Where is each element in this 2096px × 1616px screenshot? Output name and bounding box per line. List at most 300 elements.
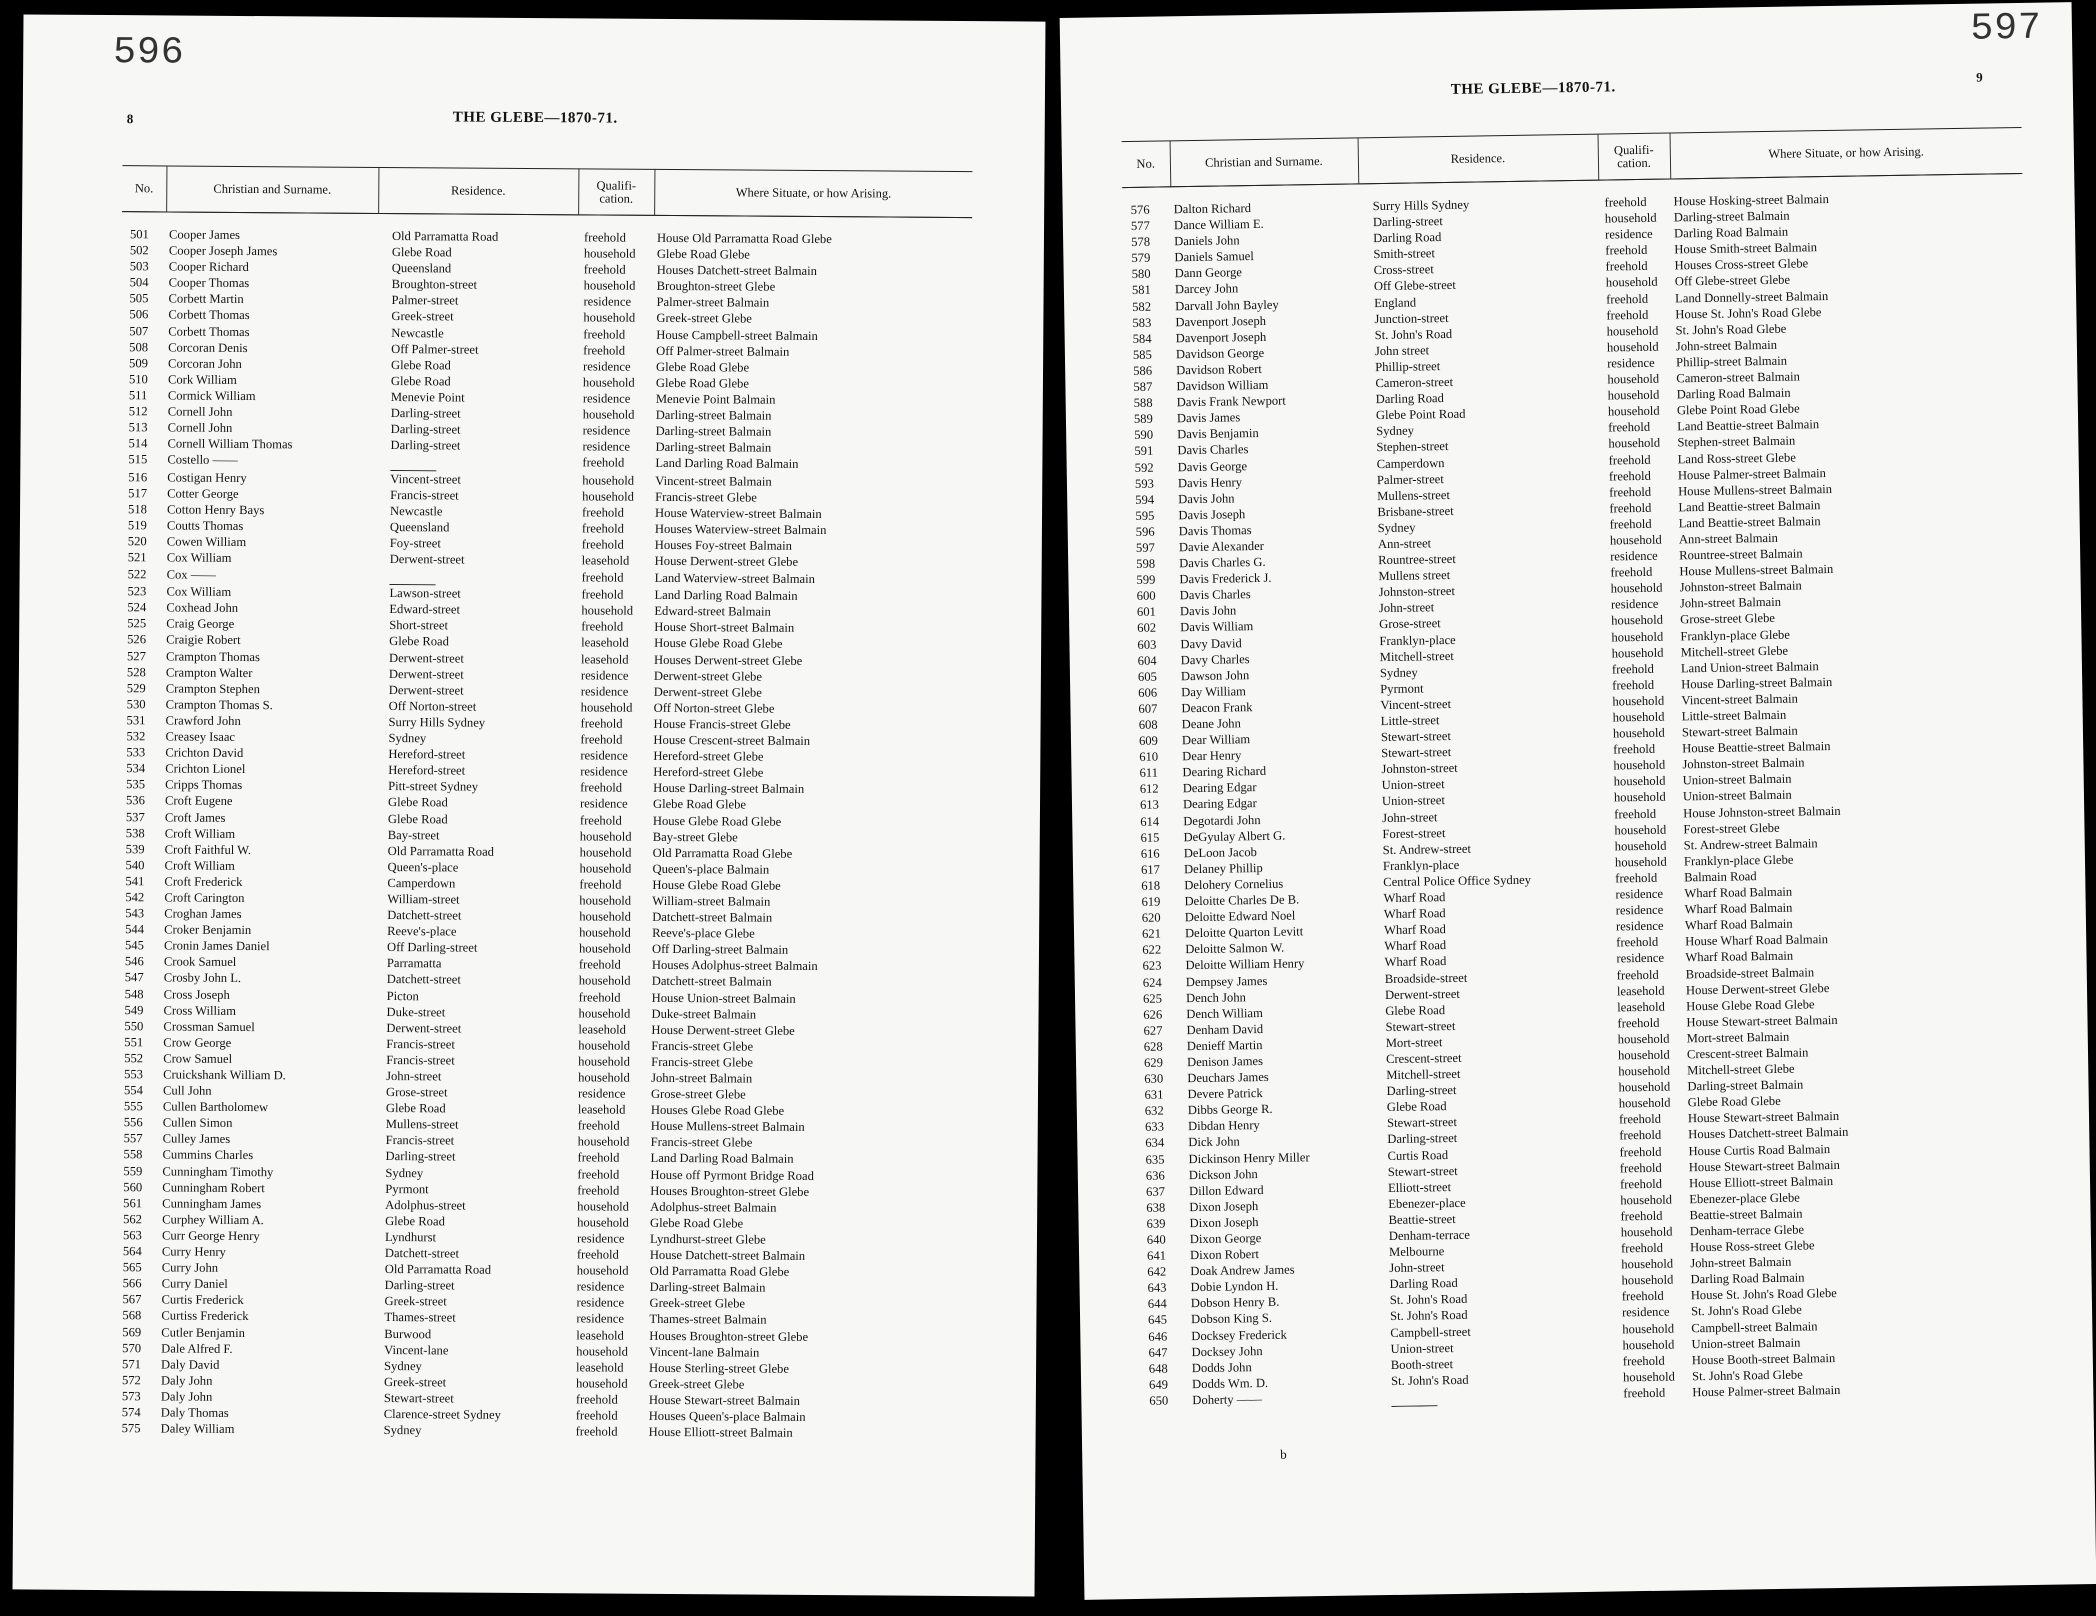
entry-no: 529: [126, 680, 146, 696]
entry-no: 515: [128, 452, 148, 467]
entry-no: 599: [1136, 572, 1156, 588]
entry-qualification: household: [1612, 693, 1665, 709]
entry-qualification: household: [578, 1005, 631, 1021]
entry-where: Derwent-street Glebe: [653, 668, 763, 684]
entry-name: Cronin James Daniel: [163, 938, 270, 954]
entry-qualification: household: [579, 909, 632, 924]
entry-residence: Thames-street: [384, 1310, 456, 1325]
entry-qualification: freehold: [581, 537, 624, 552]
entry-no: 509: [129, 355, 149, 371]
entry-residence: Stewart-street: [1387, 1163, 1458, 1179]
entry-where: Houses Cross-street Glebe: [1674, 256, 1809, 273]
entry-where: Land Union-street Balmain: [1680, 658, 1819, 676]
entry-qualification: household: [1622, 1321, 1675, 1336]
entry-name: Crampton Thomas S.: [165, 697, 273, 713]
entry-residence: England: [1374, 295, 1417, 310]
entry-residence: Denham-terrace: [1388, 1227, 1471, 1244]
entry-qualification: household: [1614, 822, 1667, 838]
entry-no: 555: [123, 1099, 143, 1114]
entry-qualification: household: [1614, 838, 1667, 854]
entry-where: St. John's Road Glebe: [1675, 321, 1787, 338]
entry-qualification: household: [1607, 387, 1660, 403]
entry-where: Lyndhurst-street Glebe: [649, 1231, 766, 1247]
entry-no: 552: [124, 1051, 144, 1066]
entry-no: 564: [122, 1244, 142, 1259]
entry-no: 537: [125, 809, 145, 824]
entry-where: Wharf Road Balmain: [1684, 884, 1793, 901]
entry-name: Denieff Martin: [1186, 1037, 1263, 1054]
entry-name: Croghan James: [164, 906, 242, 922]
entry-qualification: freehold: [581, 569, 624, 585]
entry-name: Dixon Joseph: [1189, 1214, 1259, 1231]
entry-qualification: household: [576, 1263, 629, 1278]
entry-residence: Mitchell-street: [1386, 1066, 1461, 1083]
entry-name: Dear William: [1181, 732, 1251, 748]
entry-qualification: freehold: [583, 343, 626, 358]
entry-no: 595: [1135, 508, 1155, 523]
entry-where: House Short-street Balmain: [654, 620, 795, 636]
entry-no: 568: [122, 1308, 142, 1323]
entry-qualification: household: [582, 375, 635, 390]
entry-qualification: residence: [580, 668, 629, 683]
entry-name: Dodds Wm. D.: [1191, 1375, 1269, 1391]
entry-residence: Booth-street: [1390, 1356, 1454, 1372]
entry-name: Deloitte Salmon W.: [1185, 940, 1285, 957]
entry-residence: Broadside-street: [1384, 970, 1468, 986]
entry-where: Hereford-street Glebe: [653, 748, 764, 764]
entry-name: Corcoran Denis: [168, 340, 248, 355]
entry-name: Cruickshank William D.: [163, 1067, 286, 1083]
entry-residence: Camperdown: [387, 875, 456, 891]
page-number: 9: [1976, 69, 1983, 85]
entry-no: 642: [1147, 1264, 1167, 1280]
entry-residence: Elliott-street: [1387, 1179, 1452, 1195]
entry-residence: Edward-street: [389, 602, 461, 617]
entry-name: Curry Daniel: [161, 1276, 228, 1292]
entry-where: House Beattie-street Balmain: [1682, 739, 1831, 756]
entry-no: 580: [1131, 267, 1151, 282]
entry-qualification: residence: [1621, 1305, 1670, 1320]
entry-qualification: residence: [1615, 902, 1664, 918]
entry-qualification: household: [1614, 854, 1667, 870]
entry-where: Land Beattie-street Balmain: [1678, 514, 1821, 531]
entry-residence: Pyrmont: [1380, 681, 1424, 696]
entry-where: Denham-terrace Glebe: [1689, 1222, 1805, 1239]
entry-no: 575: [121, 1421, 141, 1436]
electoral-roll-table: [1122, 127, 2042, 1411]
entry-where: Mitchell-street Glebe: [1687, 1061, 1795, 1078]
entry-no: 549: [124, 1002, 144, 1017]
entry-no: 602: [1137, 621, 1157, 636]
entry-where: Land Darling Road Balmain: [655, 456, 799, 472]
entry-no: 589: [1133, 411, 1153, 427]
entry-name: Crampton Thomas: [165, 649, 260, 664]
entry-residence: Off Glebe-street: [1373, 278, 1456, 294]
entry-name: Cooper Joseph James: [168, 243, 278, 259]
entry-no: 566: [122, 1276, 142, 1291]
entry-residence: Glebe Road: [389, 634, 450, 649]
entry-qualification: freehold: [579, 877, 622, 892]
entry-name: Davenport Joseph: [1175, 329, 1267, 346]
entry-name: Curtis Frederick: [161, 1292, 244, 1308]
entry-where: House Elliott-street Balmain: [648, 1424, 793, 1440]
entry-name: Curr George Henry: [161, 1228, 260, 1244]
entry-where: Houses Adolphus-street Balmain: [651, 958, 818, 974]
entry-where: Grose-street Glebe: [650, 1086, 746, 1102]
entry-name: Davis Thomas: [1178, 522, 1252, 539]
entry-where: Darling-street Balmain: [655, 424, 772, 439]
right-page: [1060, 2, 2096, 1600]
entry-no: 517: [128, 486, 148, 501]
entry-name: Corbett Thomas: [168, 324, 250, 339]
entry-name: Cullen Simon: [162, 1115, 233, 1131]
entry-no: 567: [122, 1292, 142, 1307]
col-header-no: No.: [1122, 141, 1171, 188]
entry-where: House Glebe Road Glebe: [654, 636, 783, 652]
entry-where: Houses Broughton-street Glebe: [649, 1328, 809, 1344]
entry-no: 585: [1132, 347, 1152, 362]
entry-name: Crichton David: [165, 745, 244, 761]
entry-qualification: household: [1617, 1031, 1670, 1047]
entry-qualification: residence: [1615, 886, 1664, 902]
entry-qualification: freehold: [580, 732, 623, 747]
entry-qualification: freehold: [575, 1392, 618, 1407]
entry-no: 603: [1137, 637, 1157, 652]
entry-where: Darling-street Balmain: [649, 1280, 766, 1295]
entry-residence: St. John's Road: [1374, 326, 1453, 342]
entry-residence: Derwent-street: [1384, 986, 1460, 1002]
entry-no: 506: [129, 307, 149, 322]
entry-name: Dench William: [1186, 1005, 1263, 1021]
entry-no: 512: [128, 404, 148, 419]
entry-where: William-street Balmain: [652, 893, 771, 909]
entry-qualification: household: [1621, 1272, 1674, 1288]
entry-name: Dawson John: [1180, 667, 1250, 683]
entry-where: Houses Datchett-street Balmain: [656, 263, 817, 279]
entry-residence: Phillip-street: [1375, 359, 1441, 375]
entry-name: Darvall John Bayley: [1175, 297, 1279, 313]
entry-name: Dobie Lyndon H.: [1190, 1279, 1279, 1295]
entry-qualification: freehold: [1605, 243, 1648, 258]
entry-no: 538: [125, 825, 145, 840]
entry-where: St. John's Road Glebe: [1691, 1367, 1803, 1384]
entry-residence: St. John's Road: [1389, 1292, 1468, 1308]
entry-qualification: freehold: [1608, 420, 1651, 435]
entry-no: 561: [123, 1195, 143, 1211]
entry-where: Edward-street Balmain: [654, 604, 771, 619]
entry-residence: Datchett-street: [384, 1246, 460, 1261]
entry-no: 576: [1130, 202, 1150, 217]
entry-qualification: freehold: [1606, 291, 1649, 307]
entry-no: 593: [1134, 476, 1154, 491]
entry-no: 625: [1142, 991, 1163, 1006]
entry-name: Croft James: [164, 809, 226, 825]
entry-where: House Stewart-street Balmain: [1687, 1109, 1840, 1126]
entry-no: 503: [129, 259, 149, 274]
entry-where: Darling-street Balmain: [655, 440, 772, 455]
col-header-qualification: Qualifi- cation.: [1598, 133, 1671, 180]
entry-qualification: freehold: [577, 1150, 620, 1166]
entry-where: Grose-street Glebe: [1680, 611, 1776, 627]
entry-name: Daly David: [161, 1357, 220, 1372]
entry-no: 649: [1149, 1377, 1169, 1392]
entry-name: Croft Eugene: [164, 793, 233, 809]
entry-no: 572: [121, 1372, 141, 1388]
entry-residence: Lawson-street: [389, 586, 461, 601]
entry-residence: Mullens-street: [1377, 487, 1451, 503]
entry-qualification: household: [1608, 436, 1661, 451]
entry-name: DeGyulay Albert G.: [1183, 828, 1286, 844]
entry-residence: John-street: [1378, 600, 1435, 616]
entry-qualification: residence: [1616, 951, 1665, 966]
entry-no: 615: [1140, 830, 1160, 845]
entry-name: Croft William: [164, 858, 235, 873]
entry-residence: Curtis Road: [1387, 1147, 1449, 1163]
entry-where: Greek-street Glebe: [648, 1376, 745, 1392]
entry-no: 544: [125, 922, 145, 937]
entry-no: 559: [123, 1163, 143, 1178]
entry-qualification: freehold: [1619, 1128, 1662, 1143]
entry-residence: Queensland: [389, 520, 450, 535]
entry-qualification: residence: [582, 391, 631, 406]
entry-qualification: freehold: [1611, 661, 1655, 677]
entry-qualification: household: [1621, 1256, 1674, 1272]
entry-where: Stephen-street Balmain: [1677, 433, 1796, 450]
entry-qualification: freehold: [575, 1424, 618, 1439]
entry-where: Adolphus-street Balmain: [650, 1199, 777, 1215]
entry-where: House Campbell-street Balmain: [656, 327, 818, 343]
entry-qualification: household: [579, 828, 632, 844]
entry-name: Dench John: [1185, 989, 1246, 1005]
entry-name: Cullen Bartholomew: [162, 1099, 269, 1115]
entry-name: Deuchars James: [1187, 1069, 1269, 1086]
entry-where: Phillip-street Balmain: [1676, 353, 1788, 370]
entry-residence: Stewart-street: [1386, 1115, 1458, 1131]
entry-where: House Derwent-street Glebe: [1685, 980, 1830, 997]
entry-qualification: residence: [576, 1311, 625, 1327]
entry-name: Day William: [1181, 684, 1247, 700]
entry-no: 532: [126, 729, 146, 744]
entry-where: Union-street Balmain: [1682, 788, 1792, 804]
entry-qualification: leasehold: [580, 651, 629, 667]
entry-residence: Off Norton-street: [388, 698, 477, 714]
entry-where: Houses Derwent-street Glebe: [653, 652, 803, 668]
entry-qualification: household: [1606, 339, 1659, 355]
entry-name: Davidson William: [1176, 377, 1269, 394]
entry-residence: Darling-street: [390, 438, 461, 453]
entry-no: 542: [125, 890, 145, 905]
entry-where: Land Waterview-street Balmain: [654, 570, 815, 586]
entry-qualification: household: [1618, 1095, 1671, 1111]
entry-name: Daly John: [160, 1389, 213, 1404]
entry-no: 516: [128, 470, 148, 485]
entry-qualification: leasehold: [581, 635, 629, 651]
entry-no: 551: [124, 1034, 144, 1050]
entry-residence: Sydney: [1377, 520, 1416, 535]
page-stamp: 596: [113, 31, 185, 75]
entry-no: 600: [1136, 588, 1156, 604]
entry-no: 632: [1144, 1103, 1164, 1119]
col-header-name: Christian and Surname.: [1170, 138, 1359, 187]
entry-residence: Palmer-street: [391, 293, 459, 308]
entry-qualification: freehold: [578, 957, 621, 972]
entry-residence: Darling-street: [1387, 1131, 1458, 1147]
entry-name: Dickinson Henry Miller: [1188, 1149, 1310, 1166]
entry-residence: Derwent-street: [388, 682, 464, 698]
entry-name: Davidson Robert: [1176, 361, 1262, 378]
entry-no: 598: [1136, 556, 1156, 571]
entry-name: Cunningham Timothy: [162, 1164, 274, 1179]
entry-name: Dibbs George R.: [1187, 1102, 1273, 1118]
entry-no: 541: [125, 874, 145, 889]
entry-name: Davie Alexander: [1178, 538, 1265, 555]
electoral-roll-table: [114, 165, 973, 1442]
entry-qualification: freehold: [1620, 1240, 1664, 1256]
entry-name: Davis Frank Newport: [1176, 393, 1286, 410]
entry-no: 550: [124, 1018, 144, 1034]
entry-where: Broadside-street Balmain: [1685, 964, 1815, 981]
entry-name: Cotton Henry Bays: [167, 502, 265, 518]
entry-residence: Stewart-street: [383, 1390, 454, 1406]
entry-qualification: residence: [1604, 226, 1653, 242]
entry-qualification: freehold: [1619, 1176, 1663, 1192]
entry-qualification: freehold: [1608, 468, 1651, 484]
entry-name: Croft Carington: [164, 890, 245, 905]
entry-residence: Campbell-street: [1390, 1324, 1471, 1340]
entry-no: 601: [1136, 604, 1156, 620]
entry-residence: Union-street: [1381, 777, 1445, 793]
entry-no: 535: [126, 777, 146, 792]
entry-where: John-street Balmain: [1690, 1254, 1792, 1271]
entry-where: House Elliott-street Balmain: [1688, 1173, 1834, 1191]
entry-qualification: household: [1613, 773, 1666, 789]
entry-name: Curtiss Frederick: [161, 1308, 249, 1324]
entry-qualification: residence: [1610, 548, 1658, 564]
entry-qualification: household: [1607, 403, 1660, 419]
entry-name: Croft William: [164, 826, 236, 841]
entry-qualification: household: [577, 1199, 630, 1214]
entry-qualification: household: [1612, 709, 1665, 725]
entry-name: Docksey Frederick: [1191, 1327, 1287, 1343]
entry-no: 556: [123, 1115, 143, 1130]
entry-qualification: residence: [583, 359, 631, 374]
entry-no: 583: [1132, 315, 1152, 330]
entry-qualification: freehold: [1604, 194, 1647, 210]
entry-name: Daniels Samuel: [1174, 249, 1254, 265]
entry-residence: Mullens-street: [385, 1117, 459, 1132]
entry-residence: Mullens street: [1378, 568, 1451, 584]
entry-where: Ebenezer-place Glebe: [1689, 1190, 1800, 1207]
entry-where: Greek-street Glebe: [656, 311, 752, 327]
entry-where: House Ross-street Glebe: [1689, 1238, 1815, 1255]
entry-name: Davis Henry: [1177, 474, 1243, 490]
col-header-name: Christian and Surname.: [166, 166, 378, 213]
col-header-qualification: Qualifi- cation.: [578, 169, 654, 216]
entry-name: Davis Benjamin: [1177, 426, 1259, 442]
entry-residence: Cross-street: [1373, 262, 1434, 278]
entry-residence: John street: [1374, 343, 1430, 358]
entry-residence: Smith-street: [1373, 246, 1436, 262]
entry-name: Dodds John: [1191, 1359, 1252, 1375]
entry-residence: Grose-street: [385, 1085, 448, 1100]
entry-no: 627: [1143, 1023, 1163, 1038]
entry-where: House St. John's Road Glebe: [1690, 1286, 1837, 1303]
entry-name: Craig George: [166, 616, 235, 632]
entry-residence: Foy-street: [389, 536, 441, 551]
entry-name: Crosby John L.: [163, 970, 242, 986]
entry-qualification: freehold: [1605, 259, 1648, 274]
entry-qualification: freehold: [583, 326, 626, 342]
entry-qualification: leasehold: [576, 1360, 624, 1375]
blank-rule: [1391, 1389, 1437, 1407]
entry-qualification: household: [578, 941, 631, 956]
entry-qualification: household: [582, 473, 635, 488]
entry-residence: Derwent-street: [388, 650, 464, 666]
entry-qualification: freehold: [577, 1183, 620, 1198]
entry-no: 539: [125, 841, 145, 857]
entry-where: Menevie Point Balmain: [655, 391, 776, 407]
entry-qualification: household: [578, 1038, 631, 1053]
entry-name: Croft Faithful W.: [164, 842, 252, 857]
entry-no: 569: [122, 1324, 142, 1339]
entry-residence: Ebenezer-place: [1388, 1195, 1466, 1211]
entry-name: Daly John: [160, 1373, 213, 1388]
entry-where: Darling-street Balmain: [655, 407, 772, 423]
entry-no: 546: [124, 954, 144, 969]
entry-where: Wharf Road Balmain: [1684, 916, 1793, 933]
entry-no: 640: [1146, 1232, 1166, 1247]
entry-residence: Greek-street: [391, 309, 454, 324]
entry-where: Reeve's-place Glebe: [652, 926, 755, 941]
entry-where: House Darling-street Balmain: [653, 781, 805, 797]
entry-qualification: household: [583, 310, 636, 326]
entry-residence: Glebe Road: [387, 795, 448, 810]
entry-no: 647: [1148, 1345, 1168, 1360]
entry-residence: Cameron-street: [1375, 374, 1454, 391]
entry-name: Cripps Thomas: [165, 777, 243, 793]
entry-where: House Glebe Road Glebe: [1686, 996, 1815, 1014]
entry-where: House Derwent-street Glebe: [654, 554, 799, 570]
entry-name: Dibdan Henry: [1187, 1118, 1260, 1134]
entry-where: Darling-street Balmain: [1673, 208, 1790, 225]
entry-qualification: freehold: [1606, 307, 1649, 323]
entry-residence: Darling-street: [385, 1149, 456, 1164]
entry-name: Davidson George: [1175, 345, 1265, 362]
entry-name: Costello ——: [167, 452, 238, 468]
col-header-residence: Residence.: [378, 167, 578, 214]
entry-residence: Darling-street: [384, 1278, 455, 1293]
entry-no: 523: [127, 584, 147, 599]
entry-qualification: leasehold: [576, 1327, 624, 1343]
entry-residence: Sydney: [388, 731, 427, 746]
entry-no: 520: [127, 534, 147, 549]
entry-qualification: freehold: [1620, 1208, 1663, 1224]
entry-qualification: household: [1604, 210, 1657, 226]
entry-residence: Sydney: [384, 1358, 422, 1373]
entry-residence: Brisbane-street: [1377, 503, 1454, 519]
entry-residence: William-street: [387, 891, 460, 907]
entry-qualification: freehold: [1619, 1144, 1662, 1159]
entry-name: Culley James: [162, 1131, 231, 1147]
entry-where: Palmer-street Balmain: [656, 295, 770, 311]
entry-no: 605: [1137, 669, 1157, 684]
entry-no: 510: [128, 372, 148, 387]
entry-name: Crossman Samuel: [163, 1019, 255, 1034]
entry-residence: Francis-street: [385, 1133, 455, 1148]
entry-name: Dear Henry: [1182, 748, 1242, 764]
entry-no: 610: [1139, 749, 1159, 765]
entry-name: Delaney Phillip: [1183, 860, 1263, 877]
